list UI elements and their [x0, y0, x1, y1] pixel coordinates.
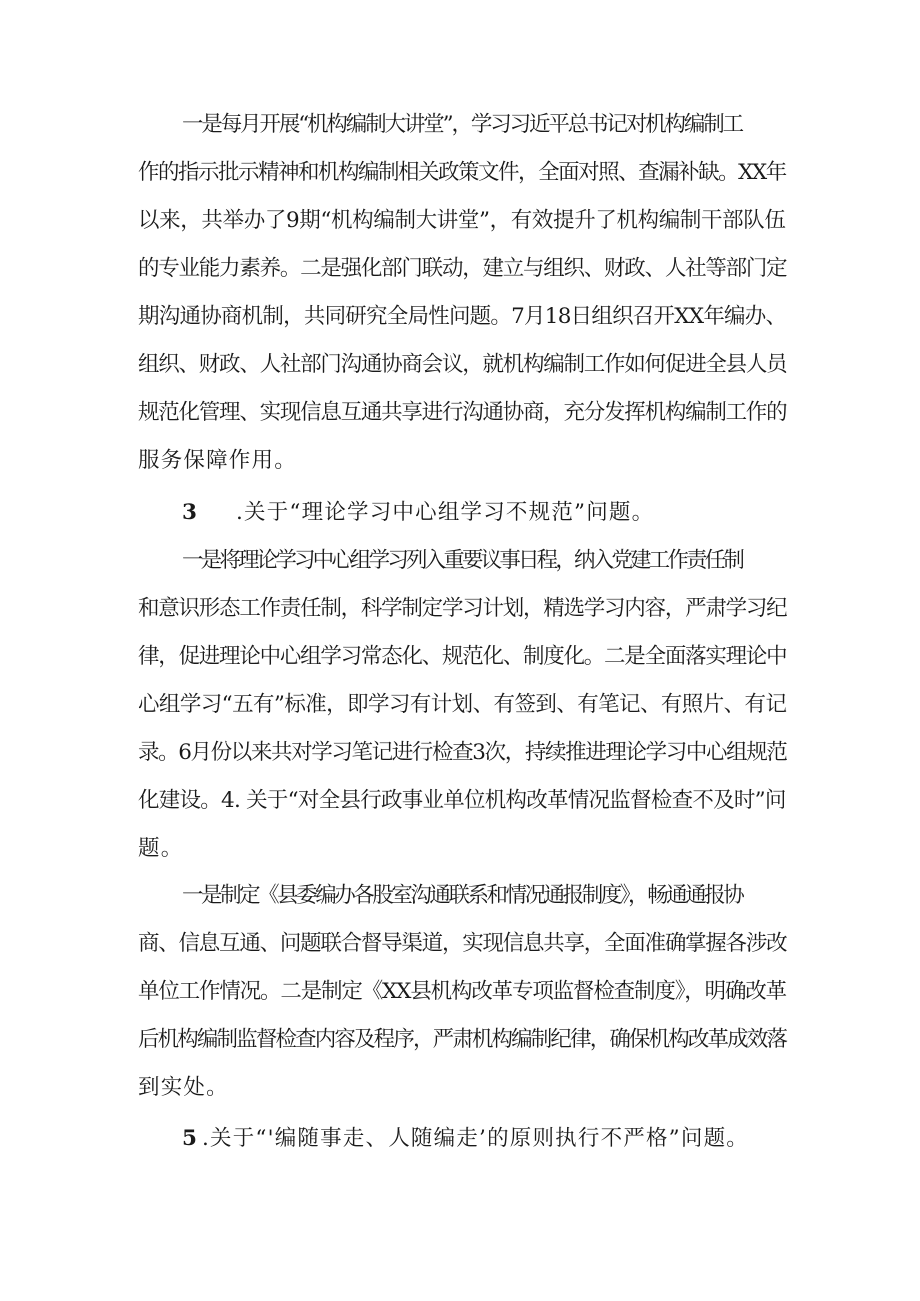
section-heading-5: [182, 1115, 749, 1163]
text-line: 题。: [138, 836, 184, 861]
text-line: 单位工作情况。二是制定《XX县机构改革专项监督检查制度》，明确改革: [138, 979, 786, 1004]
section-title: .关于“'编随事走、人随编走’的原则执行不严格”问题。: [202, 1126, 749, 1151]
section-number: 5: [182, 1126, 199, 1151]
text-line: 律，促进理论中心组学习常态化、规范化、制度化。二是全面落实理论中: [138, 644, 787, 669]
paragraph-1: [138, 101, 786, 485]
text-line: 一是每月开展“机构编制大讲堂”，学习习近平总书记对机构编制工: [182, 112, 742, 137]
text-line: 商、信息互通、问题联合督导渠道，实现信息共享，全面准确掌握各涉改: [138, 931, 787, 956]
text-line: 以来，共举办了9期“机构编制大讲堂”，有效提升了机构编制干部队伍: [138, 208, 786, 233]
section-title: .关于“理论学习中心组学习不规范”问题。: [236, 500, 655, 525]
text-line: 规范化管理、实现信息互通共享进行沟通协商，充分发挥机构编制工作的: [138, 400, 787, 425]
text-line: 期沟通协商机制，共同研究全局性问题。7月18日组织召开XX年编办、: [138, 304, 787, 329]
text-line: 服务保障作用。: [138, 448, 297, 473]
section-heading-3: [182, 489, 654, 537]
paragraph-2: [138, 537, 786, 873]
text-line: 到实处。: [138, 1075, 229, 1100]
text-line: 化建设。4. 关于“对全县行政事业单位机构改革情况监督检查不及时”问: [138, 788, 786, 813]
section-number: 3: [182, 500, 199, 525]
text-line: 和意识形态工作责任制，科学制定学习计划，精选学习内容，严肃学习纪: [138, 596, 787, 621]
text-line: 录。6月份以来共对学习笔记进行检查3次，持续推进理论学习中心组规范: [138, 740, 787, 765]
text-line: 后机构编制监督检查内容及程序，严肃机构编制纪律，确保机构改革成效落: [138, 1027, 787, 1052]
text-line: 组织、财政、人社部门沟通协商会议，就机构编制工作如何促进全县人员: [138, 352, 787, 377]
text-line: 一是制定《县委编办各股室沟通联系和情况通报制度》，畅通通报协: [182, 883, 743, 908]
text-line: 一是将理论学习中心组学习列入重要议事日程，纳入党建工作责任制: [182, 548, 743, 573]
text-line: 作的指示批示精神和机构编制相关政策文件，全面对照、查漏补缺。XX年: [138, 160, 786, 185]
text-line: 的专业能力素养。二是强化部门联动，建立与组织、财政、人社等部门定: [138, 256, 787, 281]
paragraph-3: [138, 872, 786, 1112]
text-line: 心组学习“五有”标准，即学习有计划、有签到、有笔记、有照片、有记: [138, 692, 787, 717]
